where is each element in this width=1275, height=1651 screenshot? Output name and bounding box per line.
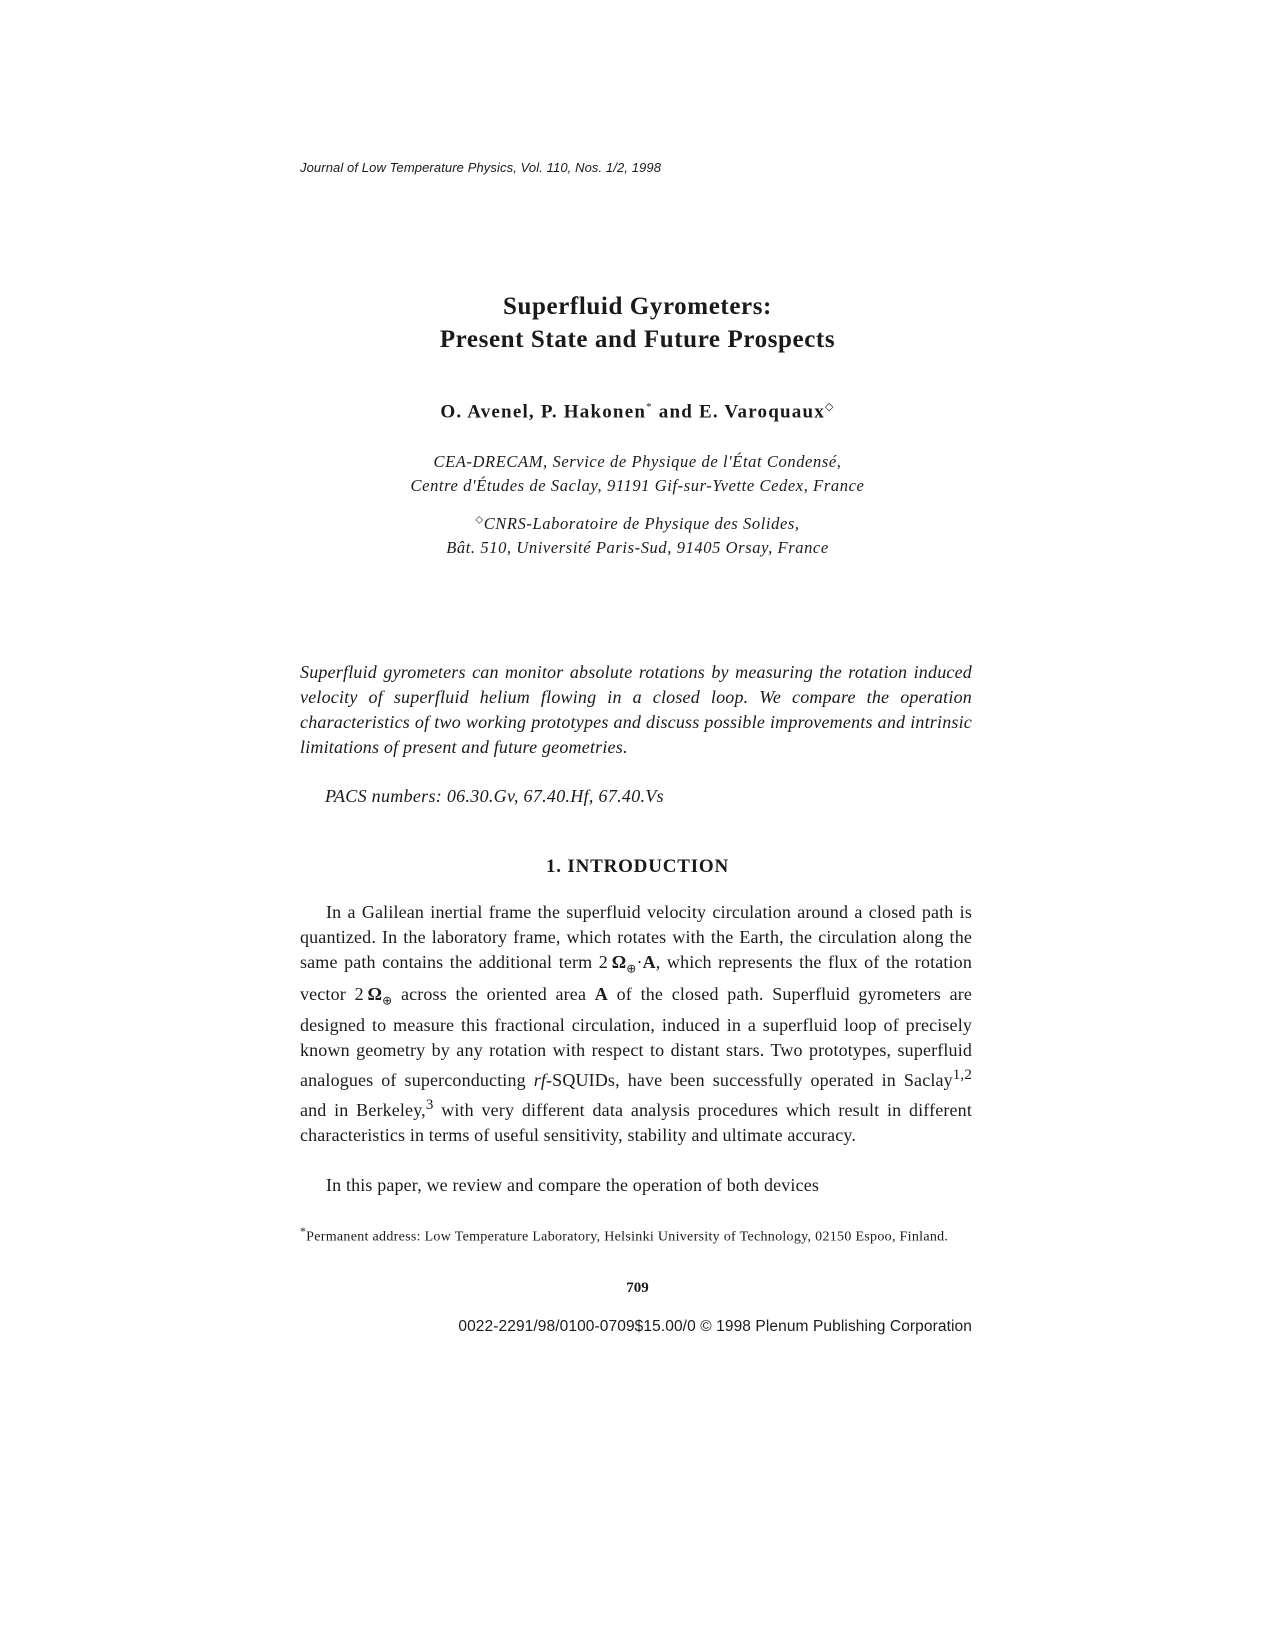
intro-paragraph-2: In this paper, we review and compare the operation of both devices — [326, 1175, 819, 1195]
journal-header: Journal of Low Temperature Physics, Vol. 110, Nos. 1/2, 1998 — [300, 160, 662, 175]
reference-1-2: 1,2 — [952, 1067, 972, 1084]
footnote-mark: * — [300, 1225, 307, 1238]
author-mark-asterisk: * — [646, 401, 653, 413]
math-term-flux — [598, 952, 656, 976]
math-omega: Ω — [367, 983, 383, 1004]
author-mark-diamond: ◇ — [824, 401, 835, 413]
reference-3: 3 — [425, 1097, 434, 1114]
intro-text-4: of the closed path. Superfluid gyrometers are designed to measure this fractional circulation, induced in a superfluid loop of precisely known geometry by any rotation with respect to distant stars. Two prototypes, superfluid analogues of superconducting — [300, 983, 972, 1091]
section-heading: 1. INTRODUCTION — [545, 856, 730, 877]
author-names-1: O. Avenel, P. Hakonen — [440, 401, 647, 423]
intro-paragraph-1 — [300, 900, 972, 1148]
math-dot: · — [636, 952, 643, 972]
intro-text-1: In a Galilean inertial frame the superfluid velocity circulation around a closed path is quantized. In the laboratory frame, which rotates with the Earth, the circulation along the same path contains the additional term — [300, 902, 972, 972]
affiliation-1-line-2: Centre d'Études de Saclay, 91191 Gif-sur-Yvette Cedex, France — [410, 476, 865, 495]
intro-text-7: with very different data analysis procedures which result in different characteristics in terms of useful sensitivity, stability and ultimate accuracy. — [300, 1100, 972, 1146]
intro-text-2: , which represents the flux of the rotation vector — [300, 952, 972, 1004]
affiliation-2-line-2: Bât. 510, Université Paris-Sud, 91405 Orsay, France — [446, 538, 829, 557]
footnote-text: Permanent address: Low Temperature Laboratory, Helsinki University of Technology, 02150 Espoo, Finland. — [306, 1229, 949, 1245]
math-two: 2 — [598, 952, 608, 972]
math-two: 2 — [354, 983, 364, 1004]
math-omega: Ω — [611, 952, 627, 972]
intro-text-6: and in Berkeley, — [300, 1100, 426, 1121]
copyright-line: 0022-2291/98/0100-0709$15.00/0 © 1998 Plenum Publishing Corporation — [458, 1318, 972, 1335]
intro-text-3: across the oriented area — [392, 983, 595, 1004]
rf-italic: rf — [533, 1070, 547, 1091]
affiliation-2-text: CNRS-Laboratoire de Physique des Solides, — [483, 514, 800, 533]
math-area-vector: A — [642, 952, 656, 972]
paper-title-line-2: Present State and Future Prospects — [439, 326, 836, 353]
math-rotation-vector — [354, 983, 393, 1008]
author-list — [0, 400, 1275, 423]
paper-title-line-1: Superfluid Gyrometers: — [503, 293, 772, 320]
math-earth-symbol: ⊕ — [626, 961, 637, 976]
math-area-vector: A — [594, 983, 608, 1004]
abstract-text: Superfluid gyrometers can monitor absolute rotations by measuring the rotation induced velocity of superfluid helium flowing in a closed loop. We compare the operation characteristics of two working prototypes and discuss possible improvements and intrinsic limitations of present and future geometries. — [300, 662, 972, 757]
affiliation-1-line-1: CEA-DRECAM, Service de Physique de l'État Condensé, — [433, 452, 842, 471]
affiliation-mark-diamond: ◇ — [475, 514, 484, 526]
math-earth-symbol: ⊕ — [382, 993, 393, 1008]
page-number: 709 — [626, 1280, 649, 1296]
footnote — [300, 1222, 972, 1248]
pacs-numbers: PACS numbers: 06.30.Gv, 67.40.Hf, 67.40.Vs — [325, 786, 664, 806]
affiliation-2-line-1 — [0, 514, 1275, 534]
intro-text-5: -SQUIDs, have been successfully operated in Saclay — [546, 1070, 953, 1091]
author-names-2: and E. Varoquaux — [652, 401, 825, 423]
